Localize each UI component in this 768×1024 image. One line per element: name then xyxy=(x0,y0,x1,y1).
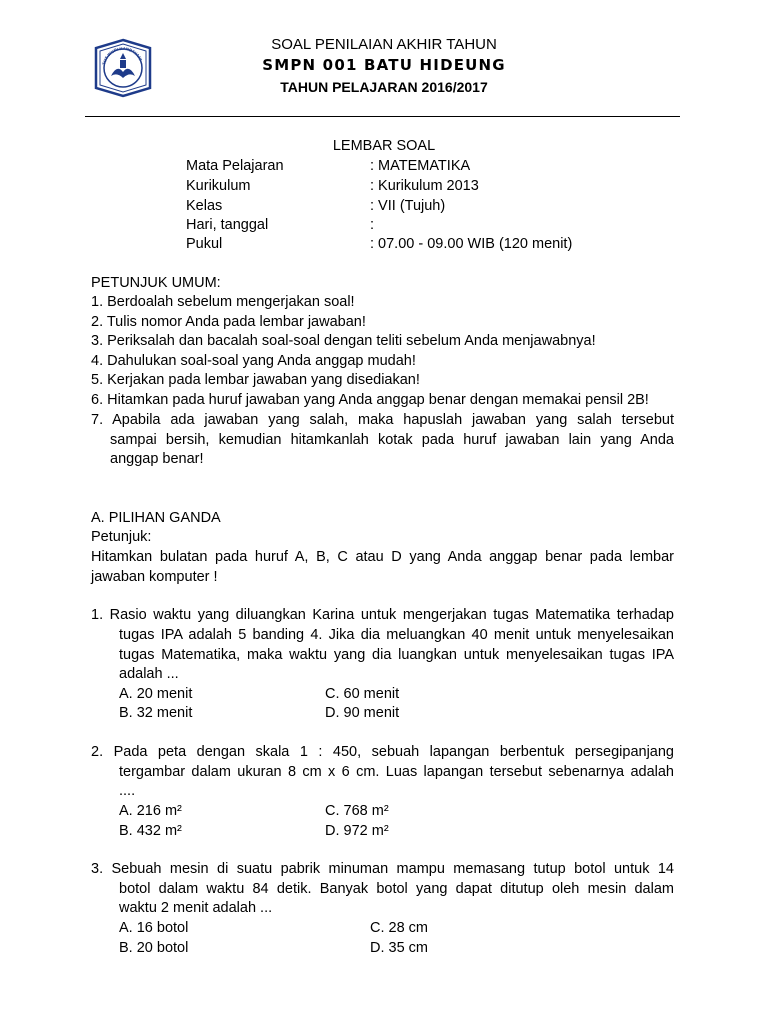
info-value-class: : VII (Tujuh) xyxy=(370,198,446,214)
question-1-line: tugas IPA adalah 5 banding 4. Jika dia meluangkan 40 menit untuk menyelesaikan xyxy=(119,627,674,643)
info-label-time: Pukul xyxy=(186,236,223,252)
info-label-subject: Mata Pelajaran xyxy=(186,158,284,174)
question-2-option-c: C. 768 m² xyxy=(325,803,389,819)
info-label-date: Hari, tanggal xyxy=(186,217,269,233)
question-3-option-d: D. 35 cm xyxy=(370,940,429,956)
instruction-item-7-line: anggap benar! xyxy=(110,451,204,467)
question-3-option-b: B. 20 botol xyxy=(119,940,189,956)
info-value-date: : xyxy=(370,217,375,233)
question-2-line: .... xyxy=(119,783,136,799)
info-value-curriculum: : Kurikulum 2013 xyxy=(370,178,479,194)
question-1-option-d: D. 90 menit xyxy=(325,705,400,721)
question-3-option-a: A. 16 botol xyxy=(119,920,189,936)
header-title-line: SOAL PENILAIAN AKHIR TAHUN xyxy=(271,36,497,53)
lembar-soal-title: LEMBAR SOAL xyxy=(332,138,436,154)
question-1-line: adalah ... xyxy=(119,666,179,682)
question-3-option-c: C. 28 cm xyxy=(370,920,429,936)
instruction-item-7-line: sampai bersih, kemudian hitamkanlah kotak pada huruf jawaban lain yang Anda xyxy=(110,432,674,448)
academic-year: TAHUN PELAJARAN 2016/2017 xyxy=(280,79,488,95)
section-a-title: A. PILIHAN GANDA xyxy=(91,510,221,526)
question-3-line: waktu 2 menit adalah ... xyxy=(119,900,273,916)
instruction-item: 2. Tulis nomor Anda pada lembar jawaban! xyxy=(91,314,366,330)
question-1-option-b: B. 32 menit xyxy=(119,705,193,721)
info-value-time: : 07.00 - 09.00 WIB (120 menit) xyxy=(370,236,573,252)
question-1-line: 1. Rasio waktu yang diluangkan Karina untuk mengerjakan tugas Matematika terhadap xyxy=(91,607,674,623)
instruction-item-7-line: 7. Apabila ada jawaban yang salah, maka hapuslah jawaban yang salah tersebut xyxy=(91,412,674,428)
section-a-petunjuk-line: jawaban komputer ! xyxy=(91,569,218,585)
general-instructions-title: PETUNJUK UMUM: xyxy=(91,275,221,291)
info-label-curriculum: Kurikulum xyxy=(186,178,251,194)
instruction-item: 1. Berdoalah sebelum mengerjakan soal! xyxy=(91,294,355,310)
instruction-item: 4. Dahulukan soal-soal yang Anda anggap mudah! xyxy=(91,353,416,369)
info-value-subject: : MATEMATIKA xyxy=(370,158,471,174)
instruction-item: 5. Kerjakan pada lembar jawaban yang disediakan! xyxy=(91,372,420,388)
question-2-option-d: D. 972 m² xyxy=(325,823,389,839)
question-1-option-a: A. 20 menit xyxy=(119,686,193,702)
question-2-line: 2. Pada peta dengan skala 1 : 450, sebuah lapangan berbentuk persegipanjang xyxy=(91,744,674,760)
section-a-petunjuk-label: Petunjuk: xyxy=(91,529,152,545)
question-2-option-a: A. 216 m² xyxy=(119,803,182,819)
school-name: SMPN 001 BATU HIDEUNG xyxy=(262,56,506,74)
info-label-class: Kelas xyxy=(186,198,223,214)
instruction-item: 3. Periksalah dan bacalah soal-soal dengan teliti sebelum Anda menjawabnya! xyxy=(91,333,596,349)
svg-text:TUT WURI HANDAYANI: TUT WURI HANDAYANI xyxy=(101,45,144,66)
header-divider xyxy=(85,116,680,117)
instruction-item: 6. Hitamkan pada huruf jawaban yang Anda anggap benar dengan memakai pensil 2B! xyxy=(91,392,649,408)
question-3-line: 3. Sebuah mesin di suatu pabrik minuman mampu memasang tutup botol untuk 14 xyxy=(91,861,674,877)
question-3-line: botol dalam waktu 84 detik. Banyak botol yang dapat ditutup oleh mesin dalam xyxy=(119,881,674,897)
question-1-option-c: C. 60 menit xyxy=(325,686,400,702)
question-2-option-b: B. 432 m² xyxy=(119,823,182,839)
section-a-petunjuk-line: Hitamkan bulatan pada huruf A, B, C atau D yang Anda anggap benar pada lembar xyxy=(91,549,674,565)
question-1-line: tugas Matematika, maka waktu yang dia luangkan untuk menyelesaikan tugas IPA xyxy=(119,647,674,663)
question-2-line: tergambar dalam ukuran 8 cm x 6 cm. Luas lapangan tersebut sebenarnya adalah xyxy=(119,764,674,780)
